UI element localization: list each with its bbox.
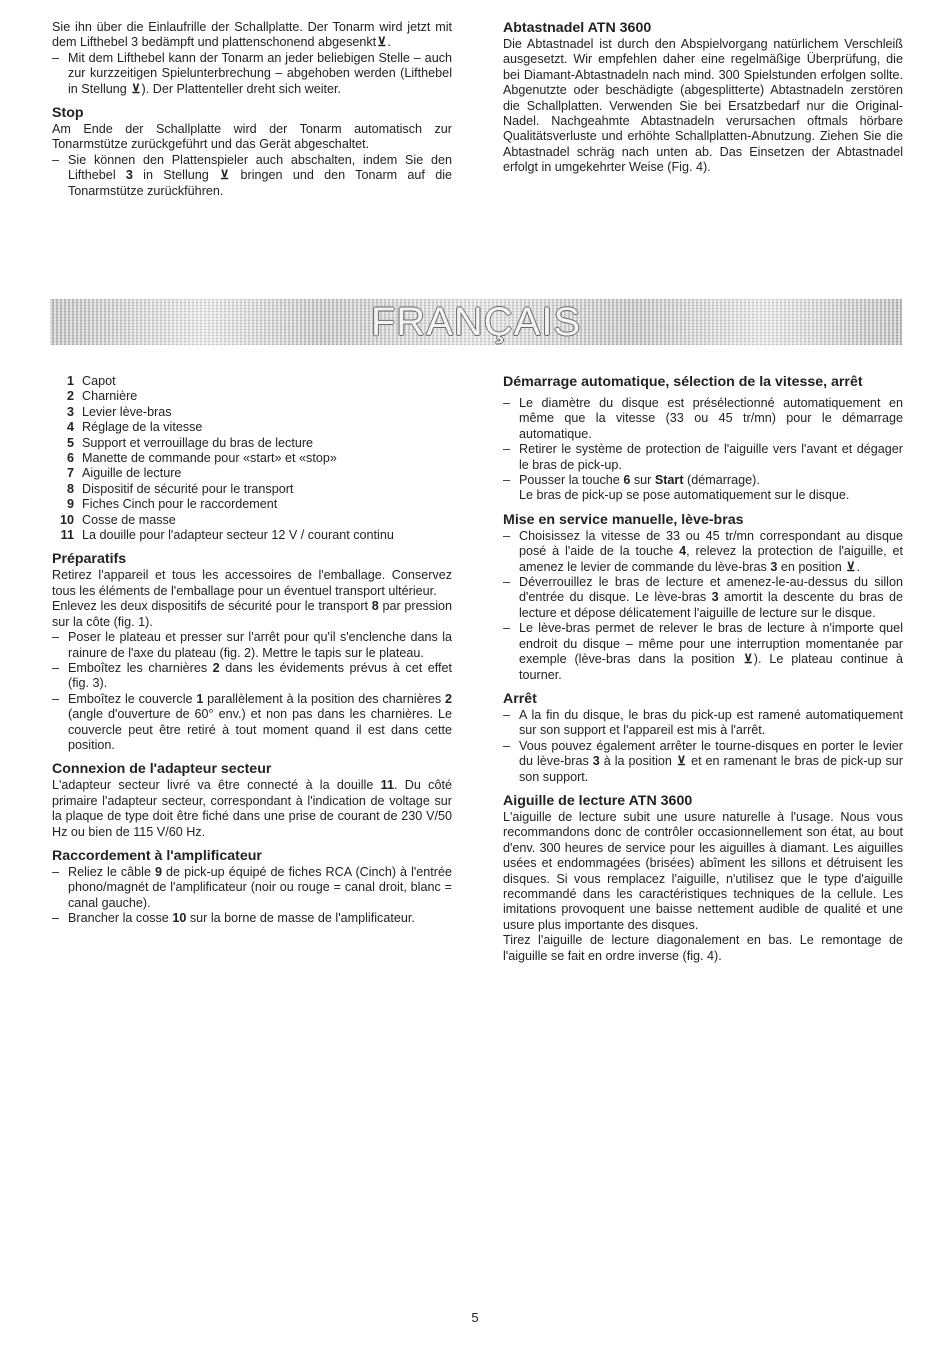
german-right-column — [503, 20, 903, 176]
fr-amp-item-2: – Brancher la cosse 10 sur la borne de masse de l'amplificateur. — [52, 911, 415, 926]
list-item: 10 Cosse de masse — [59, 512, 176, 527]
lift-position-icon: ⊻ — [846, 559, 856, 574]
fr-needle-p1: L'aiguille de lecture subit une usure naturelle à l'usage. Nous vous recommandons donc de contrôler occasionnellement son état, au bout d'env. 300 heures de service pour les aiguilles à diamant. Les aiguilles usées et endommagées (brisées) abîment les sillons et détruisent les disques. Si vous remplacez l'aiguille, n'utilisez que le type d'aiguille recommandé dans les caractéristiques techniques de la cellule. Les imitations provoquent une baisse nettement audible de qualité et une usure plus importante des disques. — [503, 809, 903, 932]
lift-position-icon: ⊻ — [220, 168, 230, 183]
fr-needle-heading: Aiguille de lecture ATN 3600 — [503, 792, 693, 809]
list-item: 7 Aiguille de lecture — [66, 466, 182, 481]
de-stop-item: – Sie können den Plattenspieler auch abschalten, indem Sie den Lifthebel 3 in Stellung ⊻ bringen und den Tonarm auf die Tonarmstütze zurückführen. — [52, 152, 453, 198]
list-item: 9 Fiches Cinch pour le raccordement — [66, 497, 278, 512]
fr-amp-heading: Raccordement à l'amplificateur — [52, 847, 262, 864]
francais-banner — [50, 299, 902, 345]
fr-manual-item-3: – Le lève-bras permet de relever le bras de lecture à n'importe quel endroit du disque – même pour une interruption momentanée par exemple (lève-bras dans la position ⊻). Le plateau continue à tourner. — [503, 621, 903, 682]
fr-auto-heading: Démarrage automatique, sélection de la vitesse, arrêt — [503, 374, 863, 390]
lift-position-icon: ⊻ — [377, 35, 387, 50]
german-left-column — [52, 20, 452, 199]
fr-prep-heading: Préparatifs — [52, 551, 127, 568]
fr-prep-p1: Retirez l'appareil et tous les accessoires de l'emballage. Conservez tous les éléments de l'emballage pour un éventuel transport ultérieur. — [52, 568, 452, 598]
fr-manual-item-2: – Déverrouillez le bras de lecture et amenez-le-au-dessus du sillon d'entrée du disque. Le lève-bras 3 amortit la descente du bras de lecture et dépose délicatement l'aiguille de lecture sur le disque. — [503, 575, 903, 620]
french-right-column — [503, 374, 903, 964]
de-intro-text: Sie ihn über die Einlaufrille der Schallplatte. Der Tonarm wird jetzt mit dem Lifthebel 3 bedämpft und plattenschonend abgesenkt⊻. — [52, 20, 452, 50]
fr-prep-item-1: – Poser le plateau et presser sur l'arrêt pour qu'il s'enclenche dans la rainure de l'axe du plateau (fig. 2). Mettre le tapis sur le plateau. — [52, 630, 452, 660]
lift-position-icon: ⊻ — [743, 652, 753, 667]
list-item: 11 La douille pour l'adapteur secteur 12 V / courant continu — [60, 528, 394, 543]
de-needle-heading: Abtastnadel ATN 3600 — [503, 20, 652, 36]
fr-manual-heading: Mise en service manuelle, lève-bras — [503, 511, 744, 528]
fr-arret-item-1: – A la fin du disque, le bras du pick-up est ramené automatiquement sur son support et l'appareil est mis à l'arrêt. — [503, 707, 903, 738]
list-item: 4 Réglage de la vitesse — [66, 420, 203, 435]
list-item: 1 Capot — [66, 374, 116, 388]
list-item: 6 Manette de commande pour «start» et «stop» — [66, 451, 337, 466]
fr-prep-item-3: – Emboîtez le couvercle 1 parallèlement à la position des charnières 2 (angle d'ouverture de 60° env.) et non pas dans les charnières. Le couvercle peut être retiré à tout moment quand il est dans cette position. — [52, 691, 452, 752]
fr-adapter-heading: Connexion de l'adapteur secteur — [52, 761, 272, 778]
lift-position-icon: ⊻ — [676, 754, 687, 769]
de-stop-heading: Stop — [52, 105, 84, 122]
fr-adapter-text: L'adapteur secteur livré va être connecté à la douille 11. Du côté primaire l'adapteur secteur, correspondant à l'indication de voltage sur la plaque de type doit être fiché dans une prise de courant de 230 V/50 Hz ou bien de 115 V/60 Hz. — [52, 778, 452, 839]
list-item: 8 Dispositif de sécurité pour le transport — [66, 481, 294, 496]
parts-list — [52, 374, 452, 543]
de-intro-line-2: mit dem Lifthebel 3 bedämpft und plattenschonend abgesenkt — [52, 20, 452, 50]
fr-manual-item-1: – Choisissez la vitesse de 33 ou 45 tr/mn correspondant au disque posé à l'aide de la touche 4, relevez la protection de l'aiguille, et amenez le levier de commande du lève-bras 3 en position ⊻. — [503, 528, 903, 574]
list-item: 5 Support et verrouillage du bras de lecture — [66, 435, 314, 450]
fr-amp-item-1: – Reliez le câble 9 de pick-up équipé de fiches RCA (Cinch) à l'entrée phono/magnét de l'amplificateur (noir ou rouge = canal droit, blanc = canal gauche). — [52, 864, 453, 910]
de-intro-line-1: Sie ihn über die Einlaufrille der Schallplatte. Der Tonarm wird jetzt — [52, 20, 431, 34]
fr-auto-item-3: – Pousser la touche 6 sur Start (démarrage). Le bras de pick-up se pose automatiquement sur le disque. — [503, 473, 850, 503]
fr-arret-item-2: – Vous pouvez également arrêter le tourne-disques en porter le levier du lève-bras 3 à la position ⊻ et en ramenant le bras de pick-up sur son support. — [503, 738, 903, 784]
french-left-column — [52, 374, 452, 927]
page-number: 5 — [471, 1310, 479, 1325]
de-lift-item: – Mit dem Lifthebel kann der Tonarm an jeder beliebigen Stelle – auch zur kurzzeitigen Spielunterbrechung – abgehoben werden (Lifthebel in Stellung ⊻). Der Plattenteller dreht sich weiter. — [52, 50, 452, 96]
fr-auto-item-2: – Retirer le système de protection de l'aiguille vers l'avant et dégager le bras de pick-up. — [503, 442, 903, 472]
lift-position-icon: ⊻ — [131, 81, 141, 96]
list-item: 3 Levier lève-bras — [66, 404, 172, 419]
list-item: 2 Charnière — [66, 389, 138, 404]
fr-needle-p2: Tirez l'aiguille de lecture diagonalement en bas. Le remontage de l'aiguille se fait en ordre inverse (fig. 4). — [503, 933, 903, 963]
fr-prep-item-2: – Emboîtez les charnières 2 dans les évidements prévus à cet effet (fig. 3). — [52, 660, 452, 691]
de-stop-text: Am Ende der Schallplatte wird der Tonarm automatisch zur Tonarmstütze zurückgeführt und das Gerät abgeschaltet. — [52, 122, 452, 152]
fr-arret-heading: Arrêt — [503, 690, 537, 707]
banner-title: FRANÇAIS — [370, 300, 582, 344]
fr-prep-p2: Enlevez les deux dispositifs de sécurité pour le transport 8 par pression sur la côte (fig. 1). — [52, 599, 452, 629]
de-needle-text: Die Abtastnadel ist durch den Abspielvorgang natürlichem Verschleiß ausgesetzt. Wir empfehlen daher eine regelmäßige Überprüfung, die bei Diamant-Abtastnadeln nach mind. 300 Spielstunden erfolgen sollte. Abgenutzte oder beschädigte (abgesplitterte) Abtastnadeln zerstören die Schallplatten. Verwenden Sie bei Ersatzbedarf nur die Original-Nadel. Nachgeahmte Abtastnadeln verursachen oftmals hörbare Qualitätsverluste und erhöhte Schallplatten-Abnutzung. Ziehen Sie die Abtastnadel schräg nach unten ab. Das Einsetzen der Abtastnadel erfolgt in umgekehrter Weise (Fig. 4). — [503, 37, 903, 175]
fr-auto-item-1: – Le diamètre du disque est présélectionné automatiquement en même que la vitesse (33 ou 45 tr/mn) pour le démarrage automatique. — [503, 396, 903, 441]
